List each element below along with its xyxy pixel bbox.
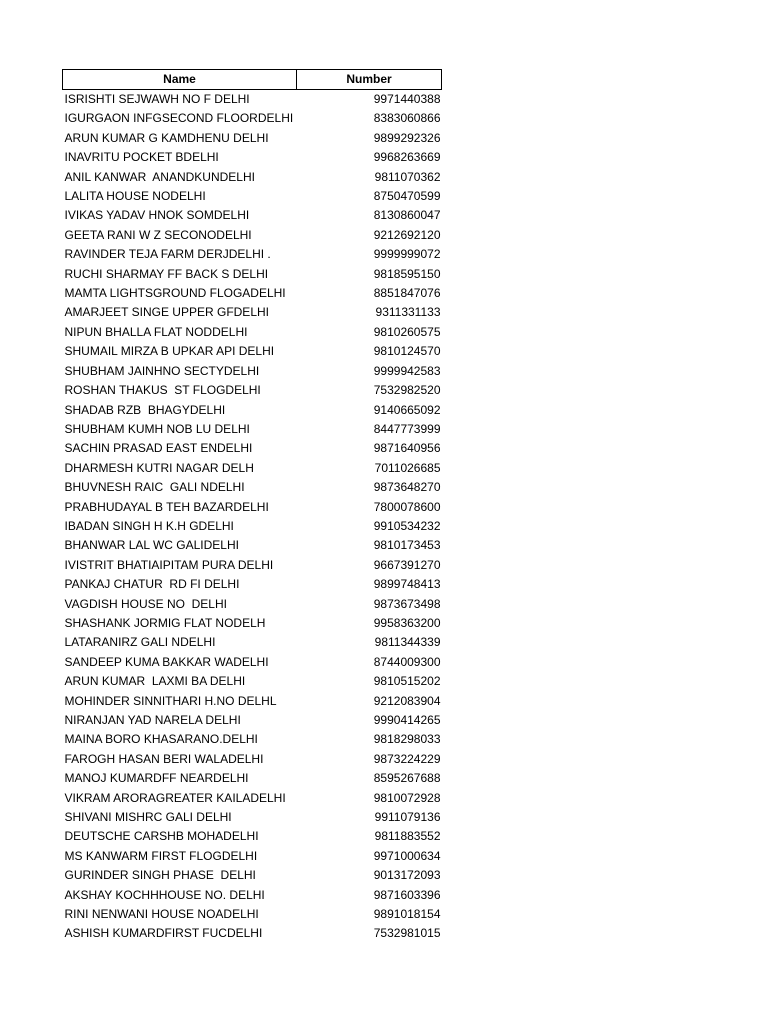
number-cell[interactable]: 9871603396 [373, 887, 441, 902]
name-cell[interactable]: LATARANIRZ GALI NDELHI [64, 635, 216, 650]
table-row [63, 148, 442, 167]
name-cell[interactable]: IBADAN SINGH H K.H GDELHI [64, 518, 234, 533]
number-cell[interactable]: 7532982520 [373, 383, 441, 398]
table-row [63, 672, 442, 691]
table-row [63, 692, 442, 711]
number-cell[interactable]: 7532981015 [373, 926, 441, 941]
number-cell[interactable]: 8744009300 [373, 654, 441, 669]
table-row [63, 847, 442, 866]
number-cell[interactable]: 9818595150 [373, 266, 441, 281]
number-cell[interactable]: 9810072928 [373, 790, 441, 805]
number-cell[interactable]: 9911079136 [374, 810, 441, 825]
table-row [63, 109, 442, 128]
name-cell[interactable]: NIPUN BHALLA FLAT NODDELHI [64, 324, 248, 339]
number-cell[interactable]: 9968263669 [373, 150, 441, 165]
name-cell[interactable]: SHIVANI MISHRC GALI DELHI [64, 810, 232, 825]
number-cell[interactable]: 9212083904 [373, 693, 441, 708]
table-row [63, 168, 442, 187]
name-cell[interactable]: SACHIN PRASAD EAST ENDELHI [64, 441, 253, 456]
name-cell[interactable]: DEUTSCHE CARSHB MOHADELHI [64, 829, 259, 844]
spreadsheet [62, 69, 441, 944]
number-cell[interactable]: 9899748413 [373, 577, 441, 592]
table-row [63, 653, 442, 672]
name-cell[interactable]: GEETA RANI W Z SECONODELHI [64, 227, 252, 242]
table-row [63, 245, 442, 264]
number-cell[interactable]: 9810124570 [373, 344, 441, 359]
table-body [63, 90, 442, 944]
name-cell[interactable]: BHUVNESH RAIC GALI NDELHI [64, 480, 245, 495]
table-row [63, 323, 442, 342]
table-row [63, 595, 442, 614]
table-row [63, 575, 442, 594]
table-row [63, 381, 442, 400]
name-cell[interactable]: SHASHANK JORMIG FLAT NODELH [64, 615, 266, 630]
name-cell[interactable]: ROSHAN THAKUS ST FLOGDELHI [64, 383, 261, 398]
name-cell[interactable]: RINI NENWANI HOUSE NOADELHI [64, 907, 259, 922]
number-cell[interactable]: 8383060866 [373, 111, 441, 126]
table-row [63, 886, 442, 905]
name-cell[interactable]: AKSHAY KOCHHHOUSE NO. DELHI [64, 887, 265, 902]
number-cell[interactable]: 9910534232 [373, 518, 441, 533]
table-row [63, 90, 442, 110]
table-row [63, 517, 442, 536]
table-row [63, 498, 442, 517]
contacts-table [62, 69, 442, 944]
header-row [63, 70, 442, 90]
table-row [63, 711, 442, 730]
number-cell[interactable]: 9999999072 [373, 247, 441, 262]
number-cell[interactable]: 8851847076 [373, 286, 441, 301]
table-row [63, 769, 442, 788]
number-cell[interactable]: 7800078600 [373, 499, 441, 514]
number-cell[interactable]: 9891018154 [373, 907, 441, 922]
number-cell[interactable]: 9667391270 [373, 557, 441, 572]
number-cell[interactable]: 9811070362 [374, 169, 441, 184]
number-cell[interactable]: 9810515202 [373, 674, 441, 689]
name-cell[interactable]: GURINDER SINGH PHASE DELHI [64, 868, 256, 883]
name-cell[interactable]: PANKAJ CHATUR RD FI DELHI [64, 577, 240, 592]
table-row [63, 187, 442, 206]
number-cell[interactable]: 9013172093 [373, 868, 441, 883]
number-cell[interactable]: 9818298033 [373, 732, 441, 747]
table-row [63, 439, 442, 458]
column-header-name[interactable]: Name [63, 70, 297, 90]
number-cell[interactable]: 9871640956 [373, 441, 441, 456]
name-cell[interactable]: RAVINDER TEJA FARM DERJDELHI . [64, 247, 271, 262]
name-cell[interactable]: ISRISHTI SEJWAWH NO F DELHI [64, 92, 250, 106]
table-row [63, 303, 442, 322]
number-cell[interactable]: 9873224229 [373, 751, 441, 766]
number-cell[interactable]: 7011026685 [374, 460, 441, 475]
number-cell[interactable]: 9810173453 [373, 538, 441, 553]
table-row [63, 284, 442, 303]
table-row [63, 924, 442, 943]
name-cell[interactable]: ARUN KUMAR LAXMI BA DELHI [64, 674, 246, 689]
table-row [63, 265, 442, 284]
name-cell[interactable]: ANIL KANWAR ANANDKUNDELHI [64, 169, 255, 184]
name-cell[interactable]: MAINA BORO KHASARANO.DELHI [64, 732, 258, 747]
number-cell[interactable]: 8750470599 [373, 189, 441, 204]
number-cell[interactable]: 9971440388 [373, 92, 441, 106]
name-cell[interactable]: MANOJ KUMARDFF NEARDELHI [64, 771, 249, 786]
table-row [63, 730, 442, 749]
name-cell[interactable]: ARUN KUMAR G KAMDHENU DELHI [64, 130, 269, 145]
name-cell[interactable]: BHANWAR LAL WC GALIDELHI [64, 538, 239, 553]
table-row [63, 536, 442, 555]
name-cell[interactable]: SHUBHAM JAINHNO SECTYDELHI [64, 363, 260, 378]
table-row [63, 905, 442, 924]
name-cell[interactable]: VAGDISH HOUSE NO DELHI [64, 596, 227, 611]
number-cell[interactable]: 9810260575 [373, 324, 441, 339]
number-cell[interactable]: 9873673498 [373, 596, 441, 611]
name-cell[interactable]: SHADAB RZB BHAGYDELHI [64, 402, 226, 417]
name-cell[interactable]: IVISTRIT BHATIAIPITAM PURA DELHI [64, 557, 274, 572]
table-row [63, 614, 442, 633]
number-cell[interactable]: 9999942583 [373, 363, 441, 378]
number-cell[interactable]: 8447773999 [373, 421, 441, 436]
table-row [63, 866, 442, 885]
table-row [63, 556, 442, 575]
name-cell[interactable]: IVIKAS YADAV HNOK SOMDELHI [64, 208, 250, 223]
name-cell[interactable]: LALITA HOUSE NODELHI [64, 189, 206, 204]
number-cell[interactable]: 8130860047 [373, 208, 441, 223]
table-row [63, 420, 442, 439]
number-cell[interactable]: 9140665092 [373, 402, 441, 417]
table-row [63, 808, 442, 827]
table-row [63, 478, 442, 497]
name-cell[interactable]: PRABHUDAYAL B TEH BAZARDELHI [64, 499, 269, 514]
name-cell[interactable]: IGURGAON INFGSECOND FLOORDELHI [64, 111, 294, 126]
table-row [63, 750, 442, 769]
name-cell[interactable]: AMARJEET SINGE UPPER GFDELHI [64, 305, 269, 320]
table-row [63, 129, 442, 148]
table-row [63, 362, 442, 381]
name-cell[interactable]: SANDEEP KUMA BAKKAR WADELHI [64, 654, 269, 669]
table-row [63, 827, 442, 846]
name-cell[interactable]: MS KANWARM FIRST FLOGDELHI [64, 848, 258, 863]
name-cell[interactable]: ASHISH KUMARDFIRST FUCDELHI [64, 926, 263, 941]
table-row [63, 206, 442, 225]
name-cell[interactable]: DHARMESH KUTRI NAGAR DELH [64, 460, 254, 475]
number-cell[interactable]: 9958363200 [373, 615, 441, 630]
name-cell[interactable]: MAMTA LIGHTSGROUND FLOGADELHI [64, 286, 286, 301]
table-row [63, 226, 442, 245]
table-row [63, 789, 442, 808]
name-cell[interactable]: MOHINDER SINNITHARI H.NO DELHL [64, 693, 277, 708]
table-row [63, 401, 442, 420]
number-cell[interactable]: 9212692120 [373, 227, 441, 242]
number-cell[interactable]: 9811883552 [374, 829, 441, 844]
name-cell[interactable]: SHUMAIL MIRZA B UPKAR API DELHI [64, 344, 275, 359]
name-cell[interactable]: NIRANJAN YAD NARELA DELHI [64, 713, 241, 727]
name-cell[interactable]: FAROGH HASAN BERI WALADELHI [64, 751, 264, 766]
name-cell[interactable]: VIKRAM ARORAGREATER KAILADELHI [64, 790, 286, 805]
table-row [63, 342, 442, 361]
name-cell[interactable]: SHUBHAM KUMH NOB LU DELHI [64, 421, 250, 436]
number-cell[interactable]: 9971000634 [373, 848, 441, 863]
name-cell[interactable]: INAVRITU POCKET BDELHI [64, 150, 219, 165]
table-row [63, 459, 442, 478]
number-cell[interactable]: 9990414265 [373, 713, 441, 727]
number-cell[interactable]: 9873648270 [373, 480, 441, 495]
name-cell[interactable]: RUCHI SHARMAY FF BACK S DELHI [64, 266, 269, 281]
table-row [63, 633, 442, 652]
number-cell[interactable]: 9899292326 [373, 130, 441, 145]
number-cell[interactable]: 9811344339 [374, 635, 441, 650]
number-cell[interactable]: 8595267688 [373, 771, 441, 786]
column-header-number[interactable]: Number [297, 70, 442, 90]
number-cell[interactable]: 9311331133 [375, 305, 441, 320]
